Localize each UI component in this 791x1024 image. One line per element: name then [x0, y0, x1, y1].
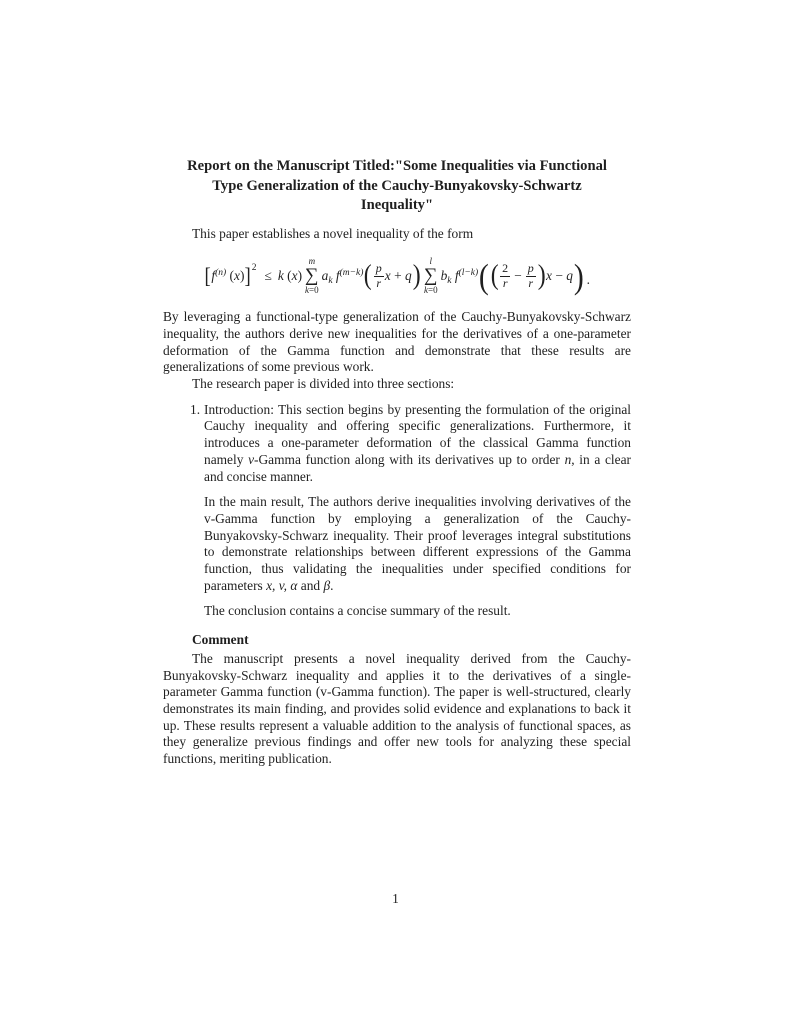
k-of-x-term: k (x): [277, 268, 303, 284]
fraction-2-over-r: [500, 262, 510, 291]
report-title: [163, 157, 631, 216]
list-paragraph-conclusion: The conclusion contains a concise summary of the result.: [204, 603, 511, 619]
minus-sign: −: [514, 268, 522, 284]
less-equal-sign: ≤: [264, 268, 272, 284]
sigma-icon: ∑: [305, 265, 319, 287]
fraction-p-over-r-2: [526, 262, 536, 291]
intro-paragraph: This paper establishes a novel inequality of the form: [192, 225, 474, 241]
comment-heading: Comment: [192, 632, 249, 648]
after-equation-paragraph: By leveraging a functional-type generalization of the Cauchy-Bunyakovsky-Schwarz inequality, the authors derive new inequalities for the derivatives of a one-parameter deformation of the Gamma function and demonstrate that these results are generalizations of some previous work.: [163, 309, 631, 375]
title-line-3: Inequality": [360, 197, 434, 213]
sum-k-to-l: [424, 257, 438, 295]
fraction-p-over-r-1: [374, 262, 384, 291]
list-item-number: 1.: [190, 401, 201, 417]
fraction-numerator: 2: [502, 260, 509, 275]
fraction-denominator: r: [502, 275, 508, 290]
fraction-denominator: r: [528, 275, 534, 290]
arg2-outer-right-paren: ): [573, 256, 584, 296]
exponent-two: 2: [251, 263, 257, 274]
lhs-derivative-term: $f^{(n)}$ (x): [211, 268, 245, 284]
list-paragraph-introduction: Introduction: This section begins by presenting the formulation of the original Cauchy inequality and offering specific generalizations. Furthermore, it introduces a one-parameter deformation of the classical Gamma function namely v-Gamma function along with its derivatives up to order n, in a clear and concise manner.: [204, 401, 631, 484]
display-equation: [163, 252, 631, 300]
sections-lead-paragraph: The research paper is divided into three sections:: [192, 376, 455, 392]
arg2-tail: x − q: [546, 268, 573, 284]
title-line-1: Report on the Manuscript Titled:"Some Inequalities via Functional: [187, 158, 607, 174]
comment-paragraph: The manuscript presents a novel inequality derived from the Cauchy-Bunyakovsky-Schwarz inequality and applies it to the derivatives of a single-parameter Gamma function (v-Gamma function). The paper is well-structured, clearly demonstrates its main finding, and provides solid evidence and explanations to back it up. These results represent a valuable addition to the analysis of functional spaces, as they generalize previous findings and offer new tools for analyzing these special functions, meriting publication.: [163, 650, 631, 767]
arg1-left-paren: (: [364, 260, 373, 292]
sum1-lower-limit: k=0: [305, 285, 319, 296]
arg2-inner-right-paren: ): [537, 260, 546, 292]
title-line-2: Type Generalization of the Cauchy-Bunyakovsky-Schwartz: [212, 177, 582, 194]
fraction-numerator: p: [375, 260, 382, 275]
sum2-upper-limit: l: [429, 256, 433, 267]
fraction-denominator: r: [376, 275, 382, 290]
arg1-tail: x + q: [384, 268, 412, 284]
fraction-numerator: p: [527, 260, 534, 275]
sum-k-to-m: [305, 257, 319, 295]
equation-terminator: .: [586, 272, 590, 288]
list-paragraph-main-result: In the main result, The authors derive inequalities involving derivatives of the v-Gamma function by employing a generalization of the Cauchy-Bunyakovsky-Schwarz inequality. Their proof leverages integral substitutions to demonstrate relationships between different expressions of the Gamma function, thus validating the inequalities under specified conditions for parameters x, v, α and β.: [204, 494, 631, 593]
a-k-f-term: $a_k$ $f^{(m-k)}$: [321, 268, 364, 287]
page-number: 1: [392, 891, 399, 906]
sum2-lower-limit: k=0: [424, 285, 438, 296]
arg1-right-paren: ): [412, 260, 421, 292]
page-content: [163, 157, 631, 768]
right-square-bracket: ]: [244, 263, 252, 289]
arg2-inner-left-paren: (: [490, 260, 499, 292]
sum1-upper-limit: m: [308, 256, 316, 267]
b-k-f-term: $b_k$ $f^{(l-k)}$: [440, 268, 479, 287]
sigma-icon: ∑: [424, 265, 438, 287]
list-item-introduction: [163, 402, 631, 620]
left-square-bracket: [: [204, 263, 211, 289]
arg2-outer-left-paren: (: [479, 256, 489, 296]
